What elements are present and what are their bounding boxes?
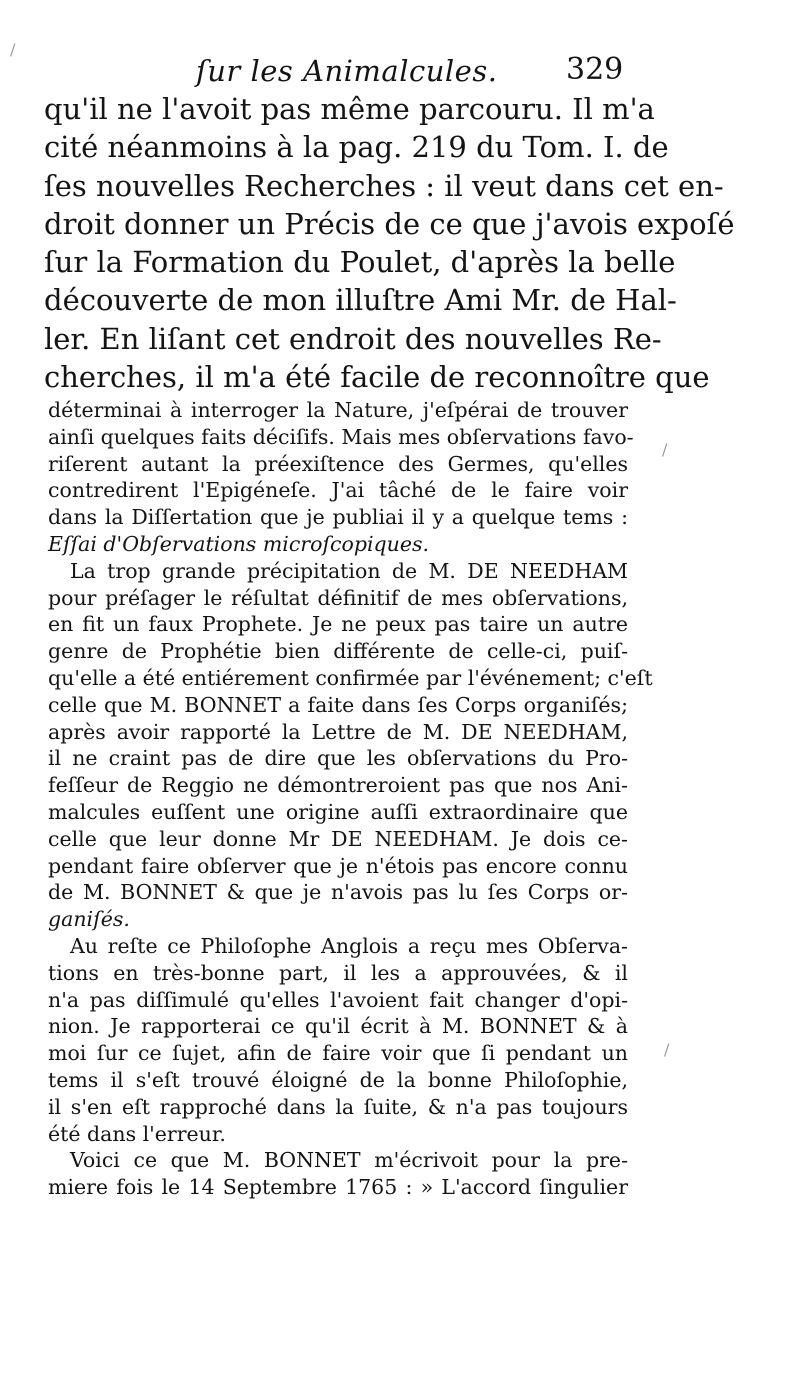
text-line: pendant faire obſerver que je n'étois pas encore connu	[48, 853, 628, 878]
text-line: contredirent l'Epigéneſe. J'ai tâché de le faire voir	[48, 478, 628, 503]
text-line: en fit un faux Prophete. Je ne peux pas taire un autre	[48, 612, 628, 637]
margin-mark: /	[664, 1040, 670, 1059]
text-line: déterminai à interroger la Nature, j'eſpérai de trouver	[48, 398, 628, 422]
text-line: tions en très-bonne part, il les a approuvées, & il	[48, 960, 628, 985]
text-line: il ne craint pas de dire que les obſervations du Pro-	[48, 746, 628, 771]
text-line: pour préſager le réſultat définitif de mes obſervations,	[48, 585, 628, 610]
text-line: ſes nouvelles Recherches : il veut dans cet en-	[44, 168, 724, 203]
text-line: droit donner un Précis de ce que j'avois expoſé	[44, 206, 735, 241]
text-line: celle que leur donne Mr DE NEEDHAM. Je dois ce-	[48, 826, 628, 851]
margin-mark: /	[10, 40, 16, 59]
text-line: genre de Prophétie bien différente de celle-ci, puiſ-	[48, 639, 628, 664]
running-title: ſur les Animalcules.	[196, 54, 498, 88]
text-line: Voici ce que M. BONNET m'écrivoit pour la pre-	[70, 1148, 628, 1173]
text-line: miere fois le 14 Septembre 1765 : » L'accord ſingulier	[48, 1175, 628, 1200]
text-line: Au reſte ce Philoſophe Anglois a reçu mes Obſerva-	[70, 933, 628, 958]
text-line: La trop grande précipitation de M. DE NEEDHAM	[70, 558, 628, 583]
text-line: nion. Je rapporterai ce qu'il écrit à M. BONNET & à	[48, 1014, 628, 1039]
text-line: de M. BONNET & que je n'avois pas lu ſes Corps or-	[48, 880, 628, 905]
text-line: moi ſur ce ſujet, afin de faire voir que ſi pendant un	[48, 1041, 628, 1066]
text-line: malcules euſſent une origine auſſi extraordinaire que	[48, 799, 628, 824]
text-line: celle que M. BONNET a faite dans ſes Corps organiſés;	[48, 692, 628, 717]
page-number: 329	[566, 52, 624, 87]
text-line: ainſi quelques faits déciſifs. Mais mes obſervations favo-	[48, 424, 634, 449]
text-line: après avoir rapporté la Lettre de M. DE NEEDHAM,	[48, 719, 628, 744]
text-line: été dans l'erreur.	[48, 1121, 226, 1146]
text-line: découverte de mon illuſtre Ami Mr. de Hal-	[44, 283, 677, 318]
text-line: qu'il ne l'avoit pas même parcouru. Il m'a	[44, 92, 655, 126]
text-line: ganiſés.	[48, 907, 130, 932]
text-line: tems il s'eſt trouvé éloigné de la bonne Philoſophie,	[48, 1067, 628, 1092]
text-line: cherches, il m'a été facile de reconnoître que	[44, 360, 710, 395]
upper-text-block	[44, 90, 735, 396]
text-line: qu'elle a été entiérement confirmée par l'événement; c'eſt	[48, 665, 653, 690]
text-line: cité néanmoins à la pag. 219 du Tom. I. de	[44, 130, 669, 165]
text-line: feſſeur de Reggio ne démontreroient pas que nos Ani-	[48, 773, 628, 798]
text-line: il s'en eſt rapproché dans la ſuite, & n'a pas toujours	[48, 1094, 628, 1119]
text-line: Eſſai d'Obſervations microſcopiques.	[48, 531, 430, 556]
text-line: ſur la Formation du Poulet, d'après la belle	[44, 245, 676, 280]
lower-text-block	[48, 397, 653, 1201]
margin-mark: /	[662, 440, 668, 459]
text-line: dans la Diſſertation que je publiai il y a quelque tems :	[48, 505, 628, 530]
text-line: riſerent autant la préexiſtence des Germes, qu'elles	[48, 451, 628, 476]
text-line: ler. En liſant cet endroit des nouvelles Re-	[44, 321, 662, 356]
text-line: n'a pas diſſimulé qu'elles l'avoient fait changer d'opi-	[48, 987, 628, 1012]
